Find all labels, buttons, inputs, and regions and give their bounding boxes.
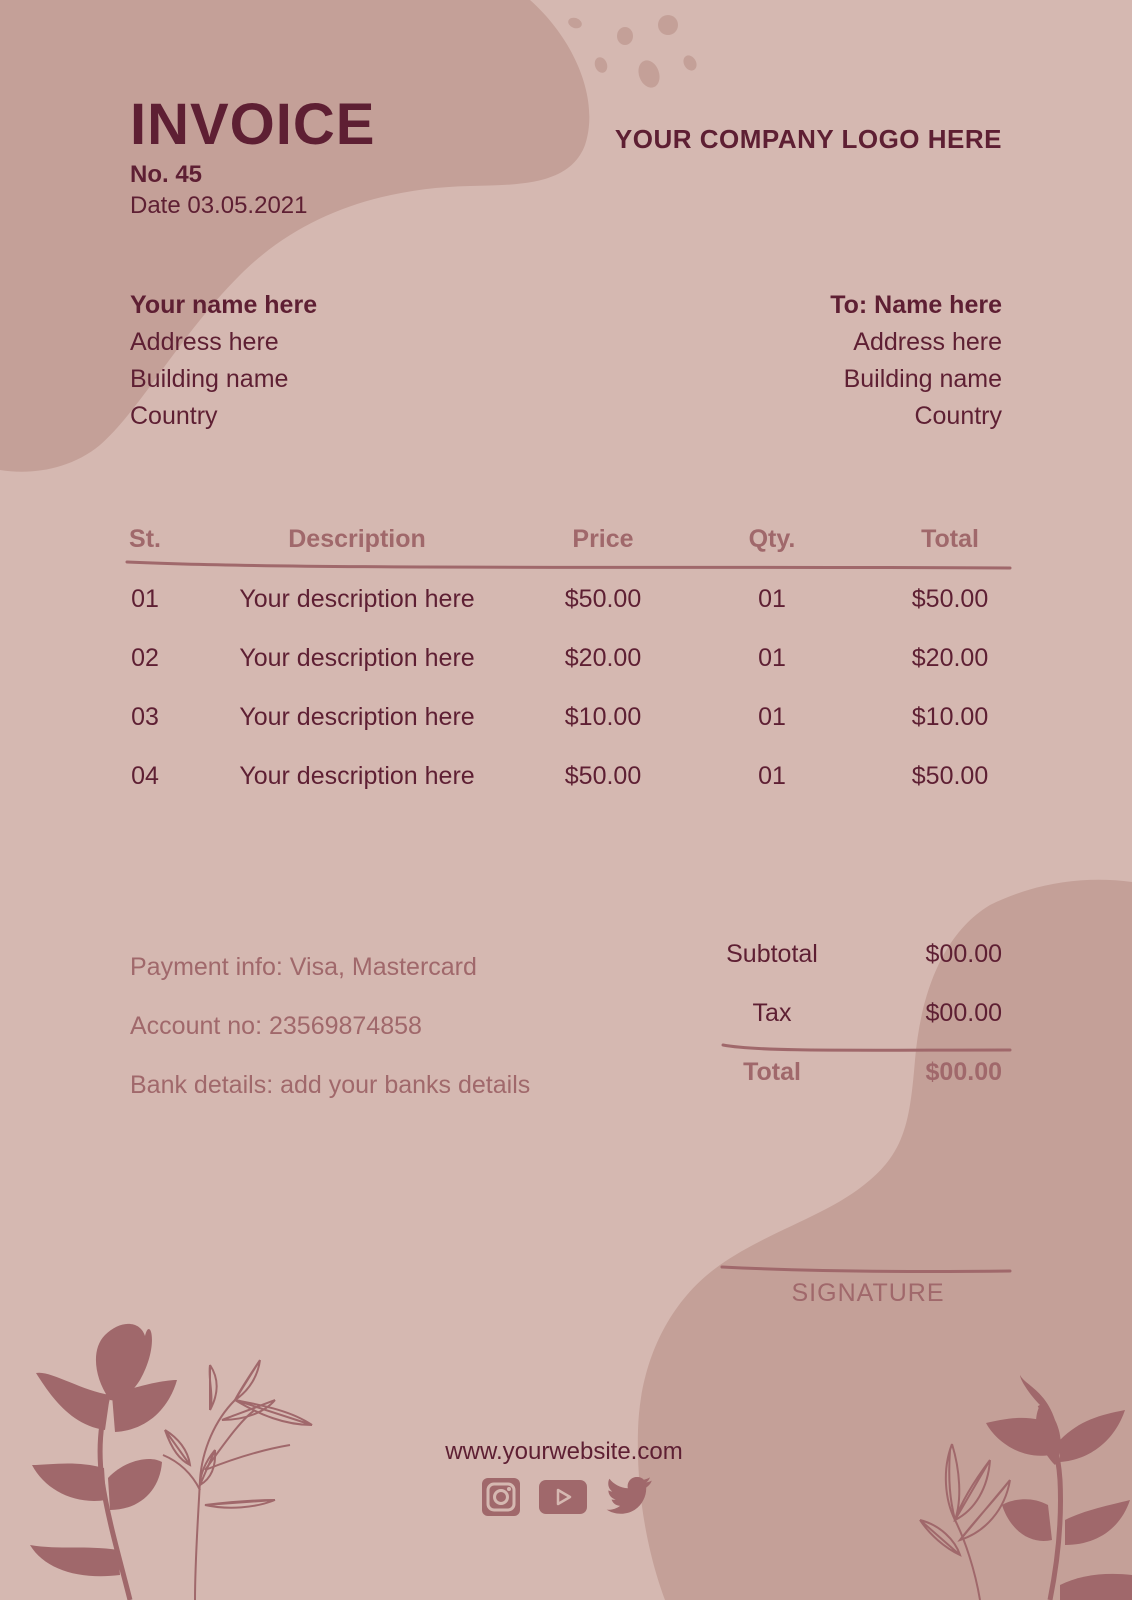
recipient-building: Building name [843, 365, 1002, 393]
row-description: Your description here [239, 762, 475, 790]
row-description: Your description here [239, 585, 475, 613]
left-outline-branch [163, 1360, 312, 1600]
subtotal-label: Subtotal [726, 940, 818, 968]
table-header [0, 525, 1132, 565]
row-qty: 01 [758, 762, 786, 790]
left-leaf-branch [30, 1324, 177, 1600]
row-qty: 01 [758, 585, 786, 613]
social-icons [481, 1477, 653, 1517]
invoice-title: INVOICE [130, 92, 376, 157]
recipient-name: To: Name here [830, 291, 1002, 319]
row-st: 01 [131, 585, 159, 613]
table-row [0, 762, 1132, 802]
row-price: $50.00 [564, 762, 642, 790]
tax-row [0, 999, 1132, 1039]
row-description: Your description here [239, 644, 475, 672]
row-total: $20.00 [911, 644, 989, 672]
sender-address: Address here [130, 328, 279, 356]
tax-label: Tax [752, 999, 792, 1027]
signature-label: SIGNATURE [791, 1279, 945, 1307]
recipient-country: Country [914, 402, 1002, 430]
youtube-icon[interactable] [539, 1480, 587, 1514]
invoice-number: No. 45 [130, 161, 203, 188]
tax-value: $00.00 [925, 999, 1002, 1027]
decorative-dots [567, 15, 699, 91]
row-price: $10.00 [564, 703, 642, 731]
twitter-icon[interactable] [605, 1477, 653, 1517]
total-row [0, 1058, 1132, 1098]
row-total: $50.00 [911, 762, 989, 790]
row-qty: 01 [758, 644, 786, 672]
invoice-date: Date 03.05.2021 [130, 192, 308, 219]
row-st: 04 [131, 762, 159, 790]
header-description: Description [288, 525, 426, 553]
bank-details: Bank details: add your banks details [130, 1071, 531, 1099]
subtotal-row [0, 940, 1132, 980]
row-total: $10.00 [911, 703, 989, 731]
subtotal-value: $00.00 [925, 940, 1002, 968]
total-label: Total [743, 1058, 801, 1086]
website-link[interactable]: www.yourwebsite.com [445, 1438, 683, 1465]
row-price: $50.00 [564, 585, 642, 613]
table-row [0, 703, 1132, 743]
header-st: St. [129, 525, 161, 553]
table-row [0, 585, 1132, 625]
bottom-right-blob [638, 880, 1132, 1600]
row-price: $20.00 [564, 644, 642, 672]
row-total: $50.00 [911, 585, 989, 613]
sender-country: Country [130, 402, 218, 430]
account-number: Account no: 23569874858 [130, 1012, 422, 1040]
total-value: $00.00 [925, 1058, 1002, 1086]
recipient-block [830, 287, 1002, 435]
table-row [0, 644, 1132, 684]
instagram-icon[interactable] [481, 1477, 521, 1517]
header-price: Price [572, 525, 634, 553]
sender-name: Your name here [130, 291, 318, 319]
row-st: 03 [131, 703, 159, 731]
sender-building: Building name [130, 365, 289, 393]
sender-block [130, 287, 317, 435]
row-st: 02 [131, 644, 159, 672]
recipient-address: Address here [853, 328, 1002, 356]
header-qty: Qty. [748, 525, 796, 553]
payment-methods: Payment info: Visa, Mastercard [130, 953, 477, 981]
header-total: Total [921, 525, 979, 553]
company-logo-placeholder: YOUR COMPANY LOGO HERE [614, 124, 1002, 154]
row-qty: 01 [758, 703, 786, 731]
row-description: Your description here [239, 703, 475, 731]
